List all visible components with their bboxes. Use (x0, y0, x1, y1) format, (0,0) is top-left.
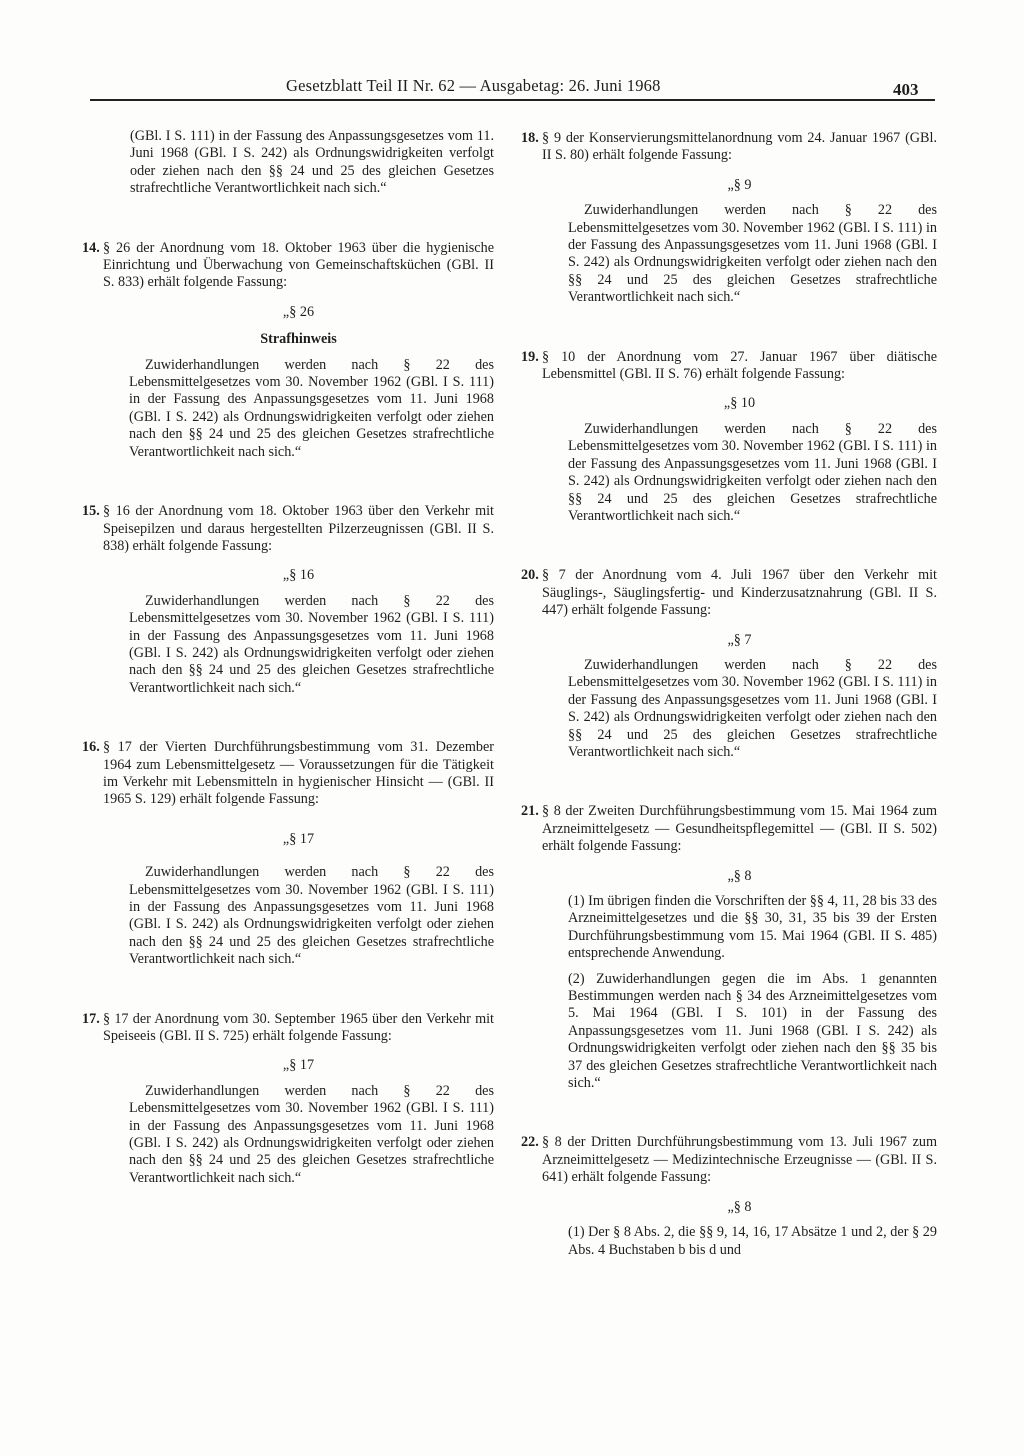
page-header: Gesetzblatt Teil II Nr. 62 — Ausgabetag: 26. Juni 1968 (286, 76, 661, 95)
item-21 (521, 803, 937, 1092)
quoted-text: Zuwiderhandlungen werden nach § 22 des Lebensmittelgesetzes vom 30. November 1962 (GBl. I S. 111) in der Fassung des Anpassungsgesetzes vom 11. Juni 1968 (GBl. I S. 242) als Ordnungswidrigkeiten verfolgt oder ziehen nach den §§ 24 und 25 des gleichen Gesetzes strafrechtliche Verantwortlichkeit nach sich.“ (568, 656, 937, 760)
item-number: 18. (521, 130, 539, 146)
item-number: 20. (521, 567, 539, 584)
quoted-text: Zuwiderhandlungen werden nach § 22 des Lebensmittelgesetzes vom 30. November 1962 (GBl. I S. 111) in der Fassung des Anpassungsgesetzes vom 11. Juni 1968 (GBl. I S. 242) als Ordnungswidrigkeiten verfolgt oder ziehen nach den §§ 24 und 25 des gleichen Gesetzes strafrechtliche Verantwortlichkeit nach sich.“ (568, 420, 937, 524)
section-label: „§ 8 (727, 867, 752, 884)
quoted-paragraph: (2) Zuwiderhandlungen gegen die im Abs. 1 genannten Bestimmungen werden nach § 34 des Arzneimittelgesetzes vom 5. Mai 1964 (GBl. I S. 101) in der Fassung des Anpassungsgesetzes vom 11. Juni 1968 (GBl. I S. 242) als Ordnungswidrigkeiten verfolgt oder ziehen nach den §§ 35 bis 37 des gleichen Gesetzes strafrechtliche Verantwortlichkeit nach sich.“ (568, 970, 937, 1092)
left-column (82, 128, 494, 1187)
item-14 (82, 240, 494, 461)
item-22 (521, 1134, 937, 1258)
item-number: 19. (521, 348, 539, 365)
right-column (521, 130, 937, 1259)
item-text: § 7 der Anordnung vom 4. Juli 1967 über den Verkehr mit Säuglings-, Säuglingsfertig- und Kinderzusatznahrung (GBl. II S. 447) erhält folgende Fassung: (542, 567, 937, 619)
item-text: § 17 der Vierten Durchführungsbestimmung vom 31. Dezember 1964 zum Lebensmittelgesetz — Voraussetzungen für die Tätigkeit im Verkehr mit Lebensmitteln in hygienischer Hinsicht — (GBl. II 1965 S. 129) erhält folgende Fassung: (103, 739, 494, 808)
quoted-text: Zuwiderhandlungen werden nach § 22 des Lebensmittelgesetzes vom 30. November 1962 (GBl. I S. 111) in der Fassung des Anpassungsgesetzes vom 11. Juni 1968 (GBl. I S. 242) als Ordnungswidrigkeiten verfolgt oder ziehen nach den §§ 24 und 25 des gleichen Gesetzes strafrechtliche Verantwortlichkeit nach sich.“ (129, 864, 494, 968)
quoted-text: Zuwiderhandlungen werden nach § 22 des Lebensmittelgesetzes vom 30. November 1962 (GBl. I S. 111) in der Fassung des Anpassungsgesetzes vom 11. Juni 1968 (GBl. I S. 242) als Ordnungswidrigkeiten verfolgt oder ziehen nach den §§ 24 und 25 des gleichen Gesetzes strafrechtliche Verantwortlichkeit nach sich.“ (568, 202, 937, 306)
item-15 (82, 503, 494, 697)
quoted-text: Zuwiderhandlungen werden nach § 22 des Lebensmittelgesetzes vom 30. November 1962 (GBl. I S. 111) in der Fassung des Anpassungsgesetzes vom 11. Juni 1968 (GBl. I S. 242) als Ordnungswidrigkeiten verfolgt oder ziehen nach den §§ 24 und 25 des gleichen Gesetzes strafrechtliche Verantwortlichkeit nach sich.“ (129, 356, 494, 460)
item-text: § 8 der Dritten Durchführungsbestimmung vom 13. Juli 1967 zum Arzneimittelgesetz — Medizintechnische Erzeugnisse — (GBl. II S. 641) erhält folgende Fassung: (542, 1134, 937, 1186)
section-label: „§ 26 (282, 303, 315, 320)
item-number: 17. (82, 1010, 100, 1027)
section-heading: Strafhinweis (260, 331, 337, 348)
section-label: „§ 9 (727, 176, 752, 193)
section-label: „§ 17 (282, 1057, 315, 1074)
item-text: § 17 der Anordnung vom 30. September 1965 über den Verkehr mit Speiseeis (GBl. II S. 725) erhält folgende Fassung: (103, 1010, 494, 1045)
item-number: 15. (82, 503, 100, 520)
section-label: „§ 8 (727, 1198, 752, 1215)
item-20 (521, 567, 937, 761)
item-text: § 10 der Anordnung vom 27. Januar 1967 über diätische Lebensmittel (GBl. II S. 76) erhält folgende Fassung: (542, 348, 937, 383)
item-number: 14. (82, 239, 100, 256)
quoted-text: Zuwiderhandlungen werden nach § 22 des Lebensmittelgesetzes vom 30. November 1962 (GBl. I S. 111) in der Fassung des Anpassungsgesetzes vom 11. Juni 1968 (GBl. I S. 242) als Ordnungswidrigkeiten verfolgt oder ziehen nach den §§ 24 und 25 des gleichen Gesetzes strafrechtliche Verantwortlichkeit nach sich.“ (129, 592, 494, 696)
quoted-paragraph: (1) Der § 8 Abs. 2, die §§ 9, 14, 16, 17 Absätze 1 und 2, der § 29 Abs. 4 Buchstaben b bis d und (568, 1224, 937, 1258)
item-text: § 26 der Anordnung vom 18. Oktober 1963 über die hygienische Einrichtung und Überwachung von Gemeinschaftsküchen (GBl. II S. 833) erhält folgende Fassung: (103, 239, 494, 291)
quoted-paragraph: (1) Im übrigen finden die Vorschriften der §§ 4, 11, 28 bis 33 des Arzneimittelgesetzes und die §§ 30, 31, 35 bis 39 der Ersten Durchführungsbestimmung vom 15. Mai 1964 (GBl. II S. 485) entsprechende Anwendung. (568, 893, 937, 962)
section-label: „§ 16 (282, 567, 315, 584)
page-number: 403 (893, 80, 919, 99)
quoted-text: Zuwiderhandlungen werden nach § 22 des Lebensmittelgesetzes vom 30. November 1962 (GBl. I S. 111) in der Fassung des Anpassungsgesetzes vom 11. Juni 1968 (GBl. I S. 242) als Ordnungswidrigkeiten verfolgt oder ziehen nach den §§ 24 und 25 des gleichen Gesetzes strafrechtliche Verantwortlichkeit nach sich.“ (129, 1082, 494, 1186)
item-text: § 9 der Konservierungsmittelanordnung vom 24. Januar 1967 (GBl. II S. 80) erhält folgende Fassung: (542, 130, 937, 164)
item-19 (521, 349, 937, 526)
header-rule (90, 99, 935, 101)
item-16 (82, 739, 494, 968)
item-18 (521, 130, 937, 307)
section-label: „§ 17 (282, 830, 315, 847)
item-number: 21. (521, 803, 539, 820)
item-number: 22. (521, 1134, 539, 1151)
item-17 (82, 1011, 494, 1188)
continuation-paragraph: (GBl. I S. 111) in der Fassung des Anpassungsgesetzes vom 11. Juni 1968 (GBl. I S. 242) als Ordnungswidrigkeiten verfolgt oder ziehen nach den §§ 24 und 25 des gleichen Gesetzes strafrechtliche Verantwortlichkeit nach sich.“ (130, 128, 494, 197)
item-text: § 8 der Zweiten Durchführungsbestimmung vom 15. Mai 1964 zum Arzneimittelgesetz — Gesundheitspflegemittel — (GBl. II S. 502) erhält folgende Fassung: (542, 803, 937, 855)
item-text: § 16 der Anordnung vom 18. Oktober 1963 über den Verkehr mit Speisepilzen und daraus hergestellten Pilzerzeugnissen (GBl. II S. 838) erhält folgende Fassung: (103, 503, 494, 554)
item-number: 16. (82, 739, 100, 756)
section-label: „§ 10 (723, 395, 756, 412)
section-label: „§ 7 (727, 631, 752, 648)
